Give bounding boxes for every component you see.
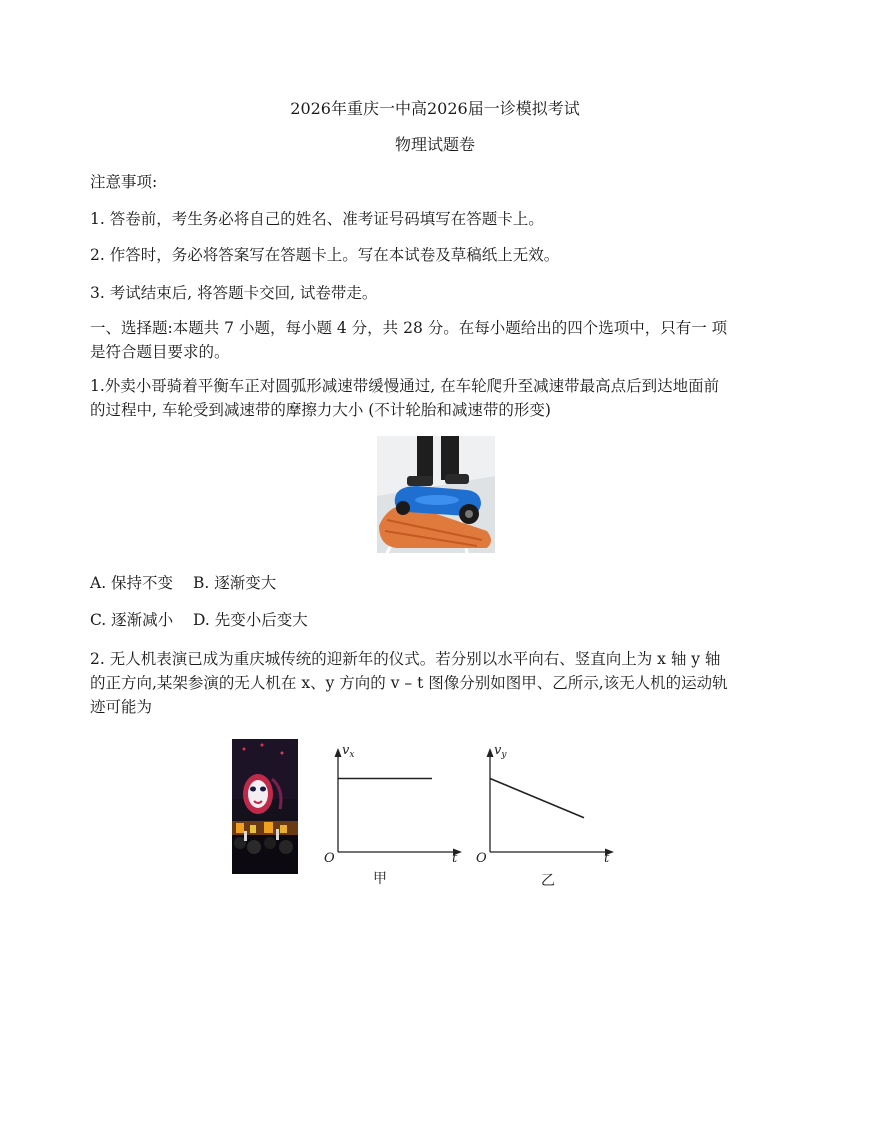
q1-option-d: D. 先变小后变大 bbox=[193, 611, 308, 629]
q2-stem-line1: 2. 无人机表演已成为重庆城传统的迎新年的仪式。若分别以水平向右、竖直向上为 x 轴 y 轴 bbox=[90, 650, 721, 668]
y-axis-arrow-icon bbox=[335, 748, 342, 757]
y-axis-label: $v_x$ bbox=[342, 743, 355, 760]
vy-series-line bbox=[490, 779, 584, 818]
origin-label: O bbox=[324, 851, 335, 865]
q1-stem-line1: 1.外卖小哥骑着平衡车正对圆弧形减速带缓慢通过, 在车轮爬升至减速带最高点后到达地面前 bbox=[90, 377, 720, 395]
q1-option-b: B. 逐渐变大 bbox=[193, 574, 277, 592]
notice-item-3: 3. 考试结束后, 将答题卡交回, 试卷带走。 bbox=[90, 284, 378, 302]
notice-heading: 注意事项: bbox=[90, 173, 158, 191]
drone-show-photo bbox=[232, 739, 298, 874]
q1-option-c: C. 逐渐减小 bbox=[90, 611, 174, 629]
q2-stem-line2: 的正方向,某架参演的无人机在 x、y 方向的 v – t 图像分别如图甲、乙所示,该无人机的运动轨 bbox=[90, 674, 728, 692]
exam-title: 2026年重庆一中高2026届一诊模拟考试 bbox=[290, 99, 580, 118]
section-heading-line1: 一、选择题:本题共 7 小题，每小题 4 分，共 28 分。在每小题给出的四个选项中，只有一 项 bbox=[90, 319, 728, 337]
x-axis-label: t bbox=[604, 851, 610, 865]
graph-jia-caption: 甲 bbox=[373, 871, 387, 887]
x-axis-label: t bbox=[452, 851, 458, 865]
graph-yi bbox=[474, 740, 619, 865]
exam-subtitle: 物理试题卷 bbox=[394, 135, 475, 154]
section-heading-line2: 是符合题目要求的。 bbox=[90, 343, 230, 361]
hoverboard-speed-bump-photo bbox=[377, 436, 495, 553]
graph-yi-caption: 乙 bbox=[541, 873, 555, 889]
y-axis-label: $v_y$ bbox=[494, 743, 507, 760]
notice-item-2: 2. 作答时，务必将答案写在答题卡上。写在本试卷及草稿纸上无效。 bbox=[90, 246, 560, 264]
notice-item-1: 1. 答卷前，考生务必将自己的姓名、准考证号码填写在答题卡上。 bbox=[90, 210, 544, 228]
q2-stem-line3: 迹可能为 bbox=[90, 698, 153, 716]
graph-jia bbox=[322, 740, 467, 865]
y-axis-arrow-icon bbox=[487, 748, 494, 757]
origin-label: O bbox=[476, 851, 487, 865]
q1-option-a: A. 保持不变 bbox=[90, 574, 174, 592]
q1-stem-line2: 的过程中, 车轮受到减速带的摩擦力大小 (不计轮胎和减速带的形变) bbox=[90, 401, 551, 419]
